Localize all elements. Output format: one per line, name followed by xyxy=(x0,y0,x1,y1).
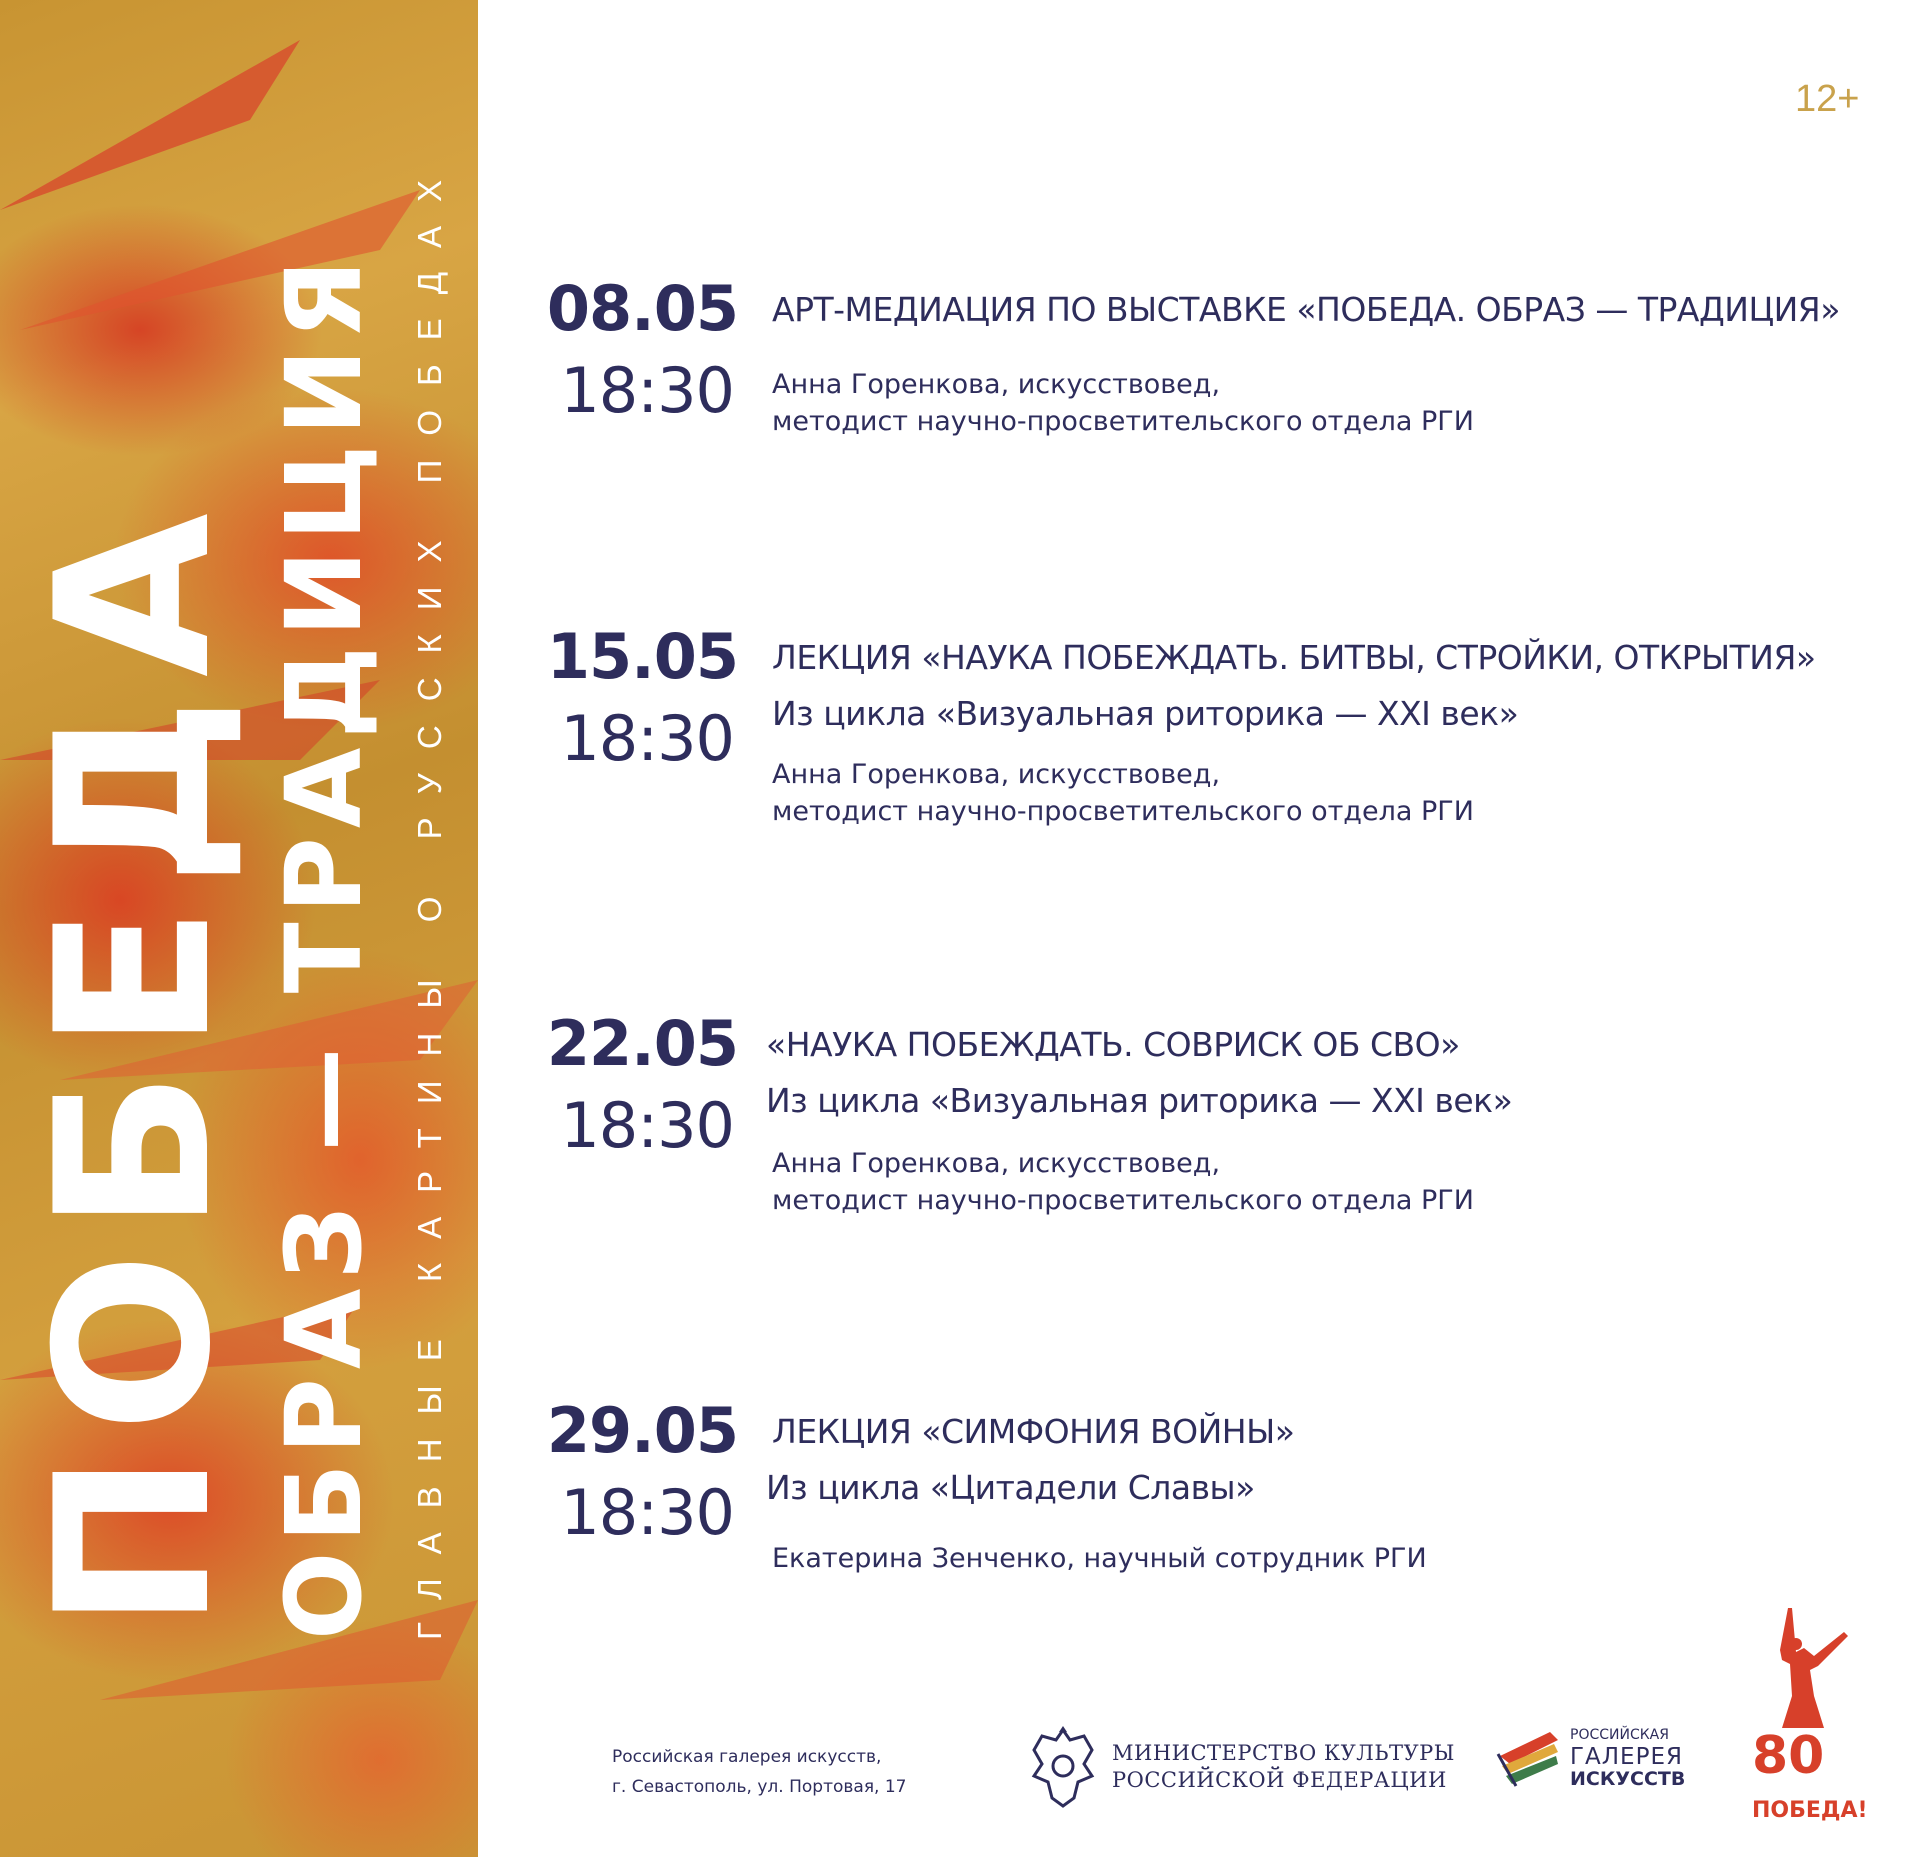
event-time: 18:30 xyxy=(560,1089,734,1162)
event-speaker xyxy=(772,1145,1474,1219)
event-date: 22.05 xyxy=(546,1007,738,1080)
event-title: ЛЕКЦИЯ «СИМФОНИЯ ВОЙНЫ» xyxy=(772,1412,1295,1451)
event-item xyxy=(520,1394,1880,1654)
speaker-line: методист научно-просветительского отдела РГИ xyxy=(772,406,1474,437)
speaker-line: Анна Горенкова, искусствовед, xyxy=(772,1148,1221,1179)
event-title: АРТ-МЕДИАЦИЯ ПО ВЫСТАВКЕ «ПОБЕДА. ОБРАЗ — ТРАДИЦИЯ» xyxy=(772,290,1840,329)
victory-80-logo xyxy=(1752,1604,1868,1839)
event-speaker xyxy=(772,756,1474,830)
speaker-line: Анна Горенкова, искусствовед, xyxy=(772,369,1221,400)
speaker-line: методист научно-просветительского отдела РГИ xyxy=(772,796,1474,827)
eagle-emblem-icon xyxy=(1026,1724,1100,1810)
event-cycle: Из цикла «Визуальная риторика — XXI век» xyxy=(766,1081,1513,1120)
speaker-line: методист научно-просветительского отдела РГИ xyxy=(772,1185,1474,1216)
motherland-statue-icon xyxy=(1752,1604,1852,1734)
event-time: 18:30 xyxy=(560,702,734,775)
event-speaker xyxy=(772,1540,1427,1577)
victory-number: 80 xyxy=(1752,1726,1825,1786)
age-rating: 12+ xyxy=(1795,78,1860,120)
ministry-logo xyxy=(1026,1724,1455,1810)
poster-subtitle: ОБРАЗ — ТРАДИЦИЯ xyxy=(263,250,385,1640)
event-title: ЛЕКЦИЯ «НАУКА ПОБЕЖДАТЬ. БИТВЫ, СТРОЙКИ, ОТКРЫТИЯ» xyxy=(772,638,1816,677)
gallery-mark-icon xyxy=(1496,1726,1562,1788)
event-date: 08.05 xyxy=(546,272,738,345)
poster-band xyxy=(0,0,478,1857)
event-date: 15.05 xyxy=(546,620,738,693)
event-speaker xyxy=(772,366,1474,440)
address-line: г. Севастополь, ул. Портовая, 17 xyxy=(612,1777,907,1797)
speaker-line: Екатерина Зенченко, научный сотрудник РГИ xyxy=(772,1543,1427,1574)
ministry-name-line: РОССИЙСКОЙ ФЕДЕРАЦИИ xyxy=(1112,1768,1447,1792)
event-title: «НАУКА ПОБЕЖДАТЬ. СОВРИСК ОБ СВО» xyxy=(766,1025,1460,1064)
gallery-logo xyxy=(1496,1724,1685,1790)
event-date: 29.05 xyxy=(546,1394,738,1467)
gallery-logo-line: ИСКУССТВ xyxy=(1570,1768,1686,1790)
poster-title: ПОБЕДА xyxy=(10,493,257,1630)
speaker-line: Анна Горенкова, искусствовед, xyxy=(772,759,1221,790)
event-time: 18:30 xyxy=(560,354,734,427)
event-item xyxy=(520,272,1880,532)
gallery-logo-line: РОССИЙСКАЯ xyxy=(1570,1727,1669,1743)
ministry-name-line: МИНИСТЕРСТВО КУЛЬТУРЫ xyxy=(1112,1741,1455,1765)
gallery-address xyxy=(612,1742,906,1802)
event-time: 18:30 xyxy=(560,1476,734,1549)
poster-tagline: ГЛАВНЫЕ КАРТИНЫ О РУССКИХ ПОБЕДАХ xyxy=(411,155,448,1640)
event-cycle: Из цикла «Цитадели Славы» xyxy=(766,1468,1255,1507)
gallery-logo-line: ГАЛЕРЕЯ xyxy=(1570,1744,1683,1770)
event-item xyxy=(520,620,1880,880)
event-cycle: Из цикла «Визуальная риторика — XXI век» xyxy=(772,694,1519,733)
address-line: Российская галерея искусств, xyxy=(612,1747,882,1767)
victory-word: ПОБЕДА! xyxy=(1752,1798,1868,1823)
event-item xyxy=(520,1007,1880,1267)
